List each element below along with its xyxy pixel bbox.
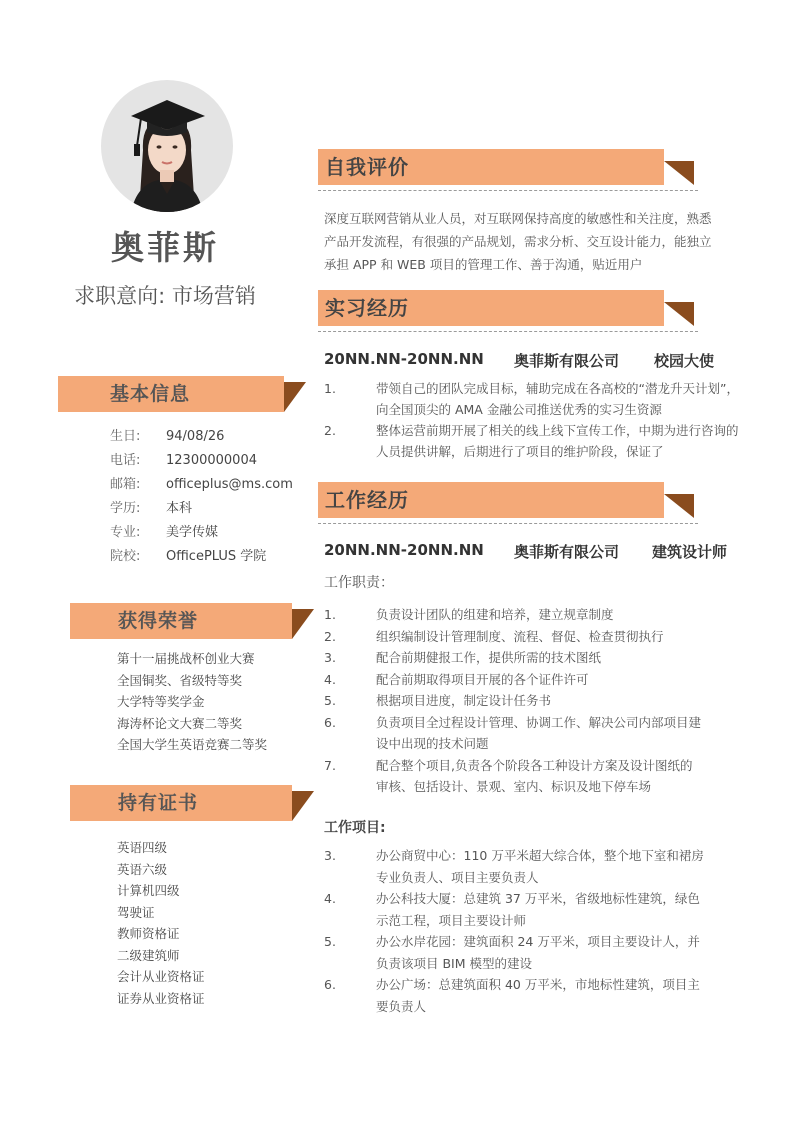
section-honors <box>70 603 292 639</box>
divider <box>318 331 698 332</box>
graduate-portrait-icon <box>101 80 233 212</box>
ribbon-fold-icon <box>284 382 306 412</box>
ribbon-fold-icon <box>664 494 694 518</box>
list-item: 证券从业资格证 <box>117 990 205 1006</box>
list-item: 3. 配合前期健报工作，提供所需的技术图纸 <box>324 650 602 665</box>
section-title: 获得荣誉 <box>118 610 199 632</box>
section-title: 自我评价 <box>318 149 664 185</box>
divider <box>318 190 698 191</box>
list-item: 2. 组织编制设计管理制度、流程、督促、检查贯彻执行 <box>324 628 664 644</box>
list-item: 会计从业资格证 <box>117 969 205 984</box>
list-item: 6. 办公广场：总建筑面积 40 万平米，市地标性建筑，项目主要负责人 <box>324 977 700 1014</box>
list-item: 4. 配合前期取得项目开展的各个证件许可 <box>324 671 589 687</box>
divider <box>318 523 698 524</box>
internship-role: 校园大使 <box>654 352 715 370</box>
info-row-education: 学历: 本科 <box>110 501 193 516</box>
ribbon-fold-icon <box>292 609 314 639</box>
section-basic-info <box>58 376 284 412</box>
work-company: 奥菲斯有限公司 <box>514 543 620 561</box>
section-work <box>318 482 694 526</box>
certificates-list <box>117 837 205 1009</box>
section-title: 持有证书 <box>118 792 199 814</box>
list-item: 1. 带领自己的团队完成目标，辅助完成在各高校的“潜龙升天计划”，向全国顶尖的 AMA 金融公司推送优秀的实习生资源 <box>324 381 739 417</box>
list-item: 全国铜奖、省级特等奖 <box>117 672 243 688</box>
duties-list <box>324 604 704 798</box>
info-row-major: 专业: 美学传媒 <box>110 525 219 540</box>
section-certificates <box>70 785 292 821</box>
list-item: 教师资格证 <box>117 926 180 941</box>
list-item: 7. 配合整个项目,负责各个阶段各工种设计方案及设计图纸的审核、包括设计、景观、室内、标识及地下停车场 <box>324 757 693 794</box>
job-intent: 求职意向: 市场营销 <box>74 284 256 308</box>
basic-info-list <box>110 425 293 569</box>
list-item: 4. 办公科技大厦：总建筑 37 万平米，省级地标性建筑，绿色示范工程，项目主要设计师 <box>324 891 700 928</box>
list-item: 驾驶证 <box>117 904 155 920</box>
list-item: 英语六级 <box>117 861 168 877</box>
section-internship <box>318 290 694 334</box>
section-title: 工作经历 <box>318 482 664 518</box>
duties-label: 工作职责： <box>324 575 394 591</box>
internship-list <box>324 378 744 462</box>
honors-list <box>117 648 267 756</box>
info-row-email: 邮箱: officeplus@ms.com <box>110 477 293 492</box>
internship-period: 20NN.NN-20NN.NN <box>324 350 484 368</box>
ribbon-fold-icon <box>664 302 694 326</box>
list-item: 6. 负责项目全过程设计管理、协调工作、解决公司内部项目建设中出现的技术问题 <box>324 714 702 751</box>
candidate-name: 奥菲斯 <box>111 228 219 267</box>
self-eval-text: 深度互联网营销从业人员，对互联网保持高度的敏感性和关注度，熟悉产品开发流程，有很强的产品规划，需求分析、交互设计能力，能独立承担 APP 和 WEB 项目的管理工作、善于沟通，贴近用户 <box>324 211 712 272</box>
avatar <box>101 80 233 212</box>
list-item: 3. 办公商贸中心：110 万平米超大综合体，整个地下室和裙房专业负责人、项目主要负责人 <box>324 848 704 885</box>
list-item: 2. 整体运营前期开展了相关的线上线下宣传工作，中期为进行咨询的人员提供讲解，后期进行了项目的维护阶段，保证了 <box>324 423 739 459</box>
list-item: 大学特等奖学金 <box>117 694 205 709</box>
internship-company: 奥菲斯有限公司 <box>514 352 620 370</box>
list-item: 计算机四级 <box>117 883 180 898</box>
list-item: 5. 办公水岸花园：建筑面积 24 万平米，项目主要设计人，并负责该项目 BIM 模型的建设 <box>324 934 700 971</box>
work-role: 建筑设计师 <box>652 543 728 561</box>
section-self-eval <box>318 149 694 193</box>
projects-list <box>324 845 704 1017</box>
info-row-birthday: 生日: 94/08/26 <box>110 429 225 444</box>
info-row-phone: 电话: 12300000004 <box>110 453 257 468</box>
section-title: 基本信息 <box>110 383 191 405</box>
list-item: 1. 负责设计团队的组建和培养，建立规章制度 <box>324 607 614 622</box>
list-item: 全国大学生英语竞赛二等奖 <box>117 737 268 752</box>
work-period: 20NN.NN-20NN.NN <box>324 541 484 559</box>
list-item: 第十一届挑战杯创业大赛 <box>117 651 255 666</box>
list-item: 英语四级 <box>117 840 168 855</box>
list-item: 二级建筑师 <box>117 947 180 963</box>
ribbon-fold-icon <box>664 161 694 185</box>
internship-header <box>324 350 714 371</box>
section-title: 实习经历 <box>318 290 664 326</box>
work-header <box>324 541 727 562</box>
projects-label: 工作项目: <box>324 820 386 836</box>
list-item: 海涛杯论文大赛二等奖 <box>117 715 243 731</box>
ribbon-fold-icon <box>292 791 314 821</box>
info-row-school: 院校: OfficePLUS 学院 <box>110 549 267 564</box>
list-item: 5. 根据项目进度，制定设计任务书 <box>324 693 552 708</box>
